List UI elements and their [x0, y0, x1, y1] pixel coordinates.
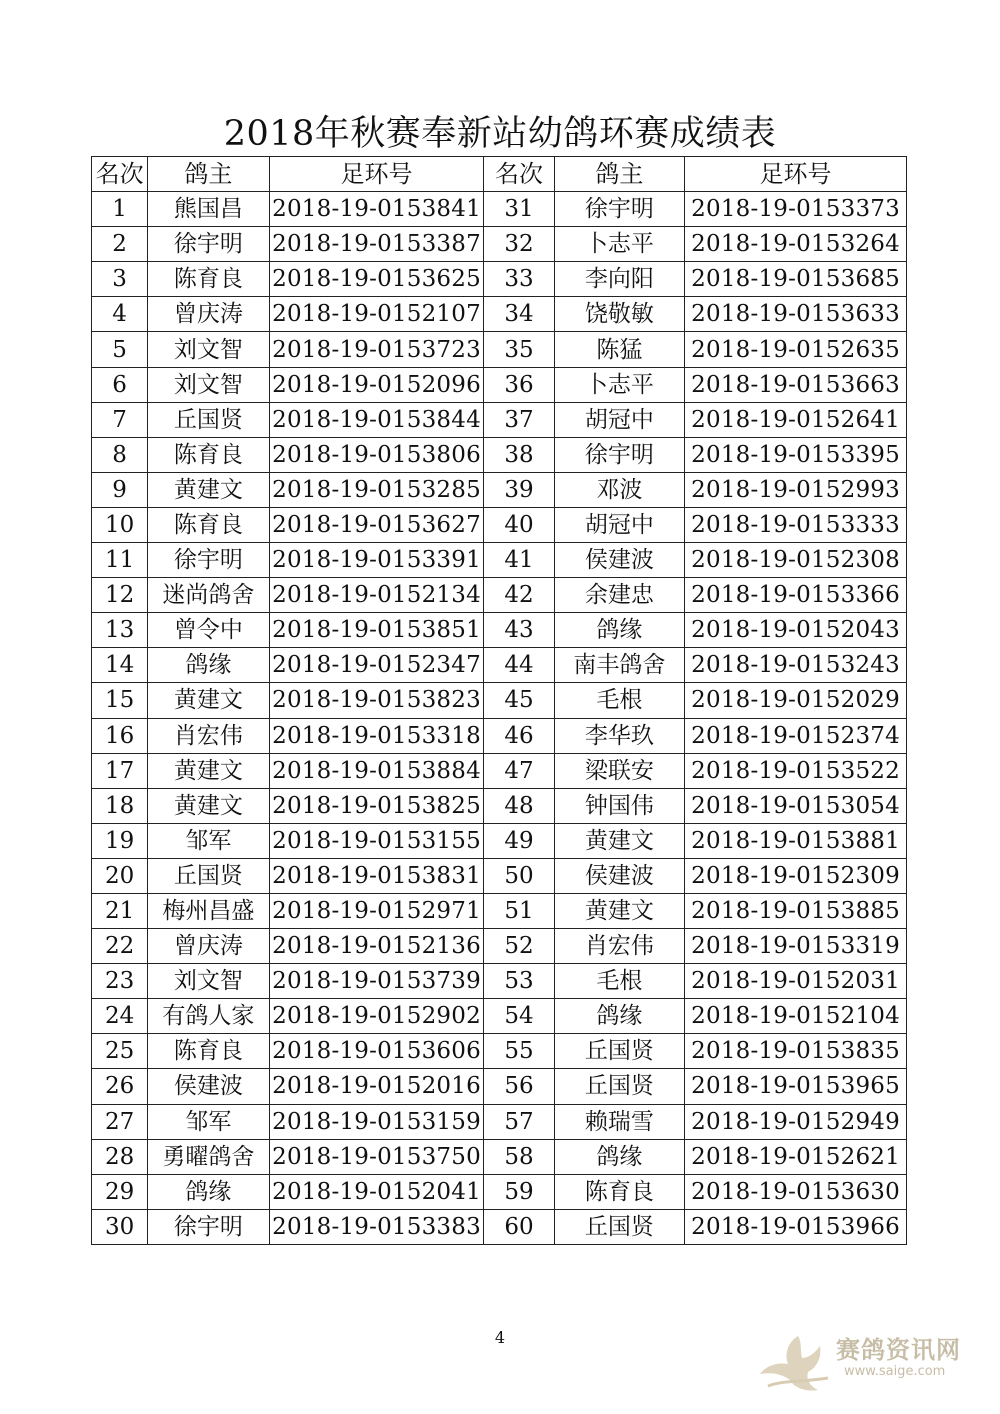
owner-cell: 鸽缘 [148, 648, 269, 683]
rank-cell: 40 [484, 507, 554, 542]
rank-cell: 27 [92, 1104, 148, 1139]
ring-cell: 2018-19-0152309 [685, 858, 907, 893]
table-row [92, 753, 907, 788]
rank-cell: 55 [484, 1034, 554, 1069]
rank-cell: 3 [92, 262, 148, 297]
rank-cell: 14 [92, 648, 148, 683]
owner-cell: 李向阳 [554, 262, 684, 297]
ring-cell: 2018-19-0152971 [269, 893, 484, 928]
page-title: 2018年秋赛奉新站幼鸽环赛成绩表 [223, 114, 777, 154]
rank-cell: 33 [484, 262, 554, 297]
ring-cell: 2018-19-0153685 [685, 262, 907, 297]
owner-cell: 毛根 [554, 964, 684, 999]
rank-cell: 6 [92, 367, 148, 402]
table-row [92, 543, 907, 578]
owner-cell: 丘国贤 [554, 1034, 684, 1069]
rank-cell: 36 [484, 367, 554, 402]
owner-cell: 钟国伟 [554, 788, 684, 823]
table-row [92, 1104, 907, 1139]
watermark [758, 1328, 968, 1398]
rank-cell: 11 [92, 543, 148, 578]
rank-cell: 2 [92, 227, 148, 262]
owner-cell: 黄建文 [148, 753, 269, 788]
owner-cell: 曾庆涛 [148, 929, 269, 964]
header-owner: 鸽主 [148, 157, 269, 192]
ring-cell: 2018-19-0152016 [269, 1069, 484, 1104]
ring-cell: 2018-19-0152043 [685, 613, 907, 648]
owner-cell: 曾庆涛 [148, 297, 269, 332]
rank-cell: 23 [92, 964, 148, 999]
page-number: 4 [494, 1328, 506, 1347]
ring-cell: 2018-19-0152107 [269, 297, 484, 332]
ring-cell: 2018-19-0153054 [685, 788, 907, 823]
rank-cell: 51 [484, 893, 554, 928]
ring-cell: 2018-19-0153723 [269, 332, 484, 367]
header-owner: 鸽主 [554, 157, 684, 192]
ring-cell: 2018-19-0152635 [685, 332, 907, 367]
owner-cell: 陈育良 [148, 1034, 269, 1069]
rank-cell: 39 [484, 472, 554, 507]
table-row [92, 192, 907, 227]
rank-cell: 32 [484, 227, 554, 262]
rank-cell: 60 [484, 1209, 554, 1244]
owner-cell: 丘国贤 [554, 1069, 684, 1104]
owner-cell: 丘国贤 [148, 402, 269, 437]
owner-cell: 胡冠中 [554, 507, 684, 542]
rank-cell: 34 [484, 297, 554, 332]
rank-cell: 30 [92, 1209, 148, 1244]
rank-cell: 54 [484, 999, 554, 1034]
ring-cell: 2018-19-0153663 [685, 367, 907, 402]
owner-cell: 陈育良 [148, 262, 269, 297]
owner-cell: 赖瑞雪 [554, 1104, 684, 1139]
table-row [92, 1069, 907, 1104]
owner-cell: 鸽缘 [554, 999, 684, 1034]
owner-cell: 有鸽人家 [148, 999, 269, 1034]
rank-cell: 38 [484, 437, 554, 472]
owner-cell: 勇曜鸽舍 [148, 1139, 269, 1174]
owner-cell: 邹军 [148, 823, 269, 858]
header-rank: 名次 [92, 157, 148, 192]
ring-cell: 2018-19-0153630 [685, 1174, 907, 1209]
table-row [92, 262, 907, 297]
rank-cell: 58 [484, 1139, 554, 1174]
table-row [92, 893, 907, 928]
ring-cell: 2018-19-0153264 [685, 227, 907, 262]
ring-cell: 2018-19-0153885 [685, 893, 907, 928]
ring-cell: 2018-19-0153243 [685, 648, 907, 683]
owner-cell: 丘国贤 [148, 858, 269, 893]
owner-cell: 胡冠中 [554, 402, 684, 437]
table-row [92, 683, 907, 718]
owner-cell: 徐宇明 [148, 227, 269, 262]
ring-cell: 2018-19-0152029 [685, 683, 907, 718]
ring-cell: 2018-19-0152031 [685, 964, 907, 999]
owner-cell: 邓波 [554, 472, 684, 507]
ring-cell: 2018-19-0153319 [685, 929, 907, 964]
ring-cell: 2018-19-0153159 [269, 1104, 484, 1139]
owner-cell: 侯建波 [554, 543, 684, 578]
rank-cell: 18 [92, 788, 148, 823]
rank-cell: 57 [484, 1104, 554, 1139]
table-row [92, 227, 907, 262]
owner-cell: 鸽缘 [554, 613, 684, 648]
owner-cell: 迷尚鸽舍 [148, 578, 269, 613]
owner-cell: 侯建波 [148, 1069, 269, 1104]
ring-cell: 2018-19-0153966 [685, 1209, 907, 1244]
owner-cell: 刘文智 [148, 964, 269, 999]
rank-cell: 20 [92, 858, 148, 893]
table-row [92, 929, 907, 964]
ring-cell: 2018-19-0153627 [269, 507, 484, 542]
owner-cell: 丘国贤 [554, 1209, 684, 1244]
rank-cell: 15 [92, 683, 148, 718]
rank-cell: 48 [484, 788, 554, 823]
rank-cell: 56 [484, 1069, 554, 1104]
watermark-text: 赛鸽资讯网 [836, 1336, 961, 1364]
ring-cell: 2018-19-0153383 [269, 1209, 484, 1244]
ring-cell: 2018-19-0152621 [685, 1139, 907, 1174]
rank-cell: 59 [484, 1174, 554, 1209]
pigeon-logo-icon [758, 1328, 838, 1398]
owner-cell: 熊国昌 [148, 192, 269, 227]
ring-cell: 2018-19-0152308 [685, 543, 907, 578]
owner-cell: 曾令中 [148, 613, 269, 648]
owner-cell: 余建忠 [554, 578, 684, 613]
table-row [92, 1174, 907, 1209]
rank-cell: 37 [484, 402, 554, 437]
table-row [92, 1209, 907, 1244]
ring-cell: 2018-19-0153625 [269, 262, 484, 297]
table-row [92, 472, 907, 507]
rank-cell: 7 [92, 402, 148, 437]
rank-cell: 28 [92, 1139, 148, 1174]
rank-cell: 26 [92, 1069, 148, 1104]
rank-cell: 41 [484, 543, 554, 578]
rank-cell: 29 [92, 1174, 148, 1209]
ring-cell: 2018-19-0152641 [685, 402, 907, 437]
ring-cell: 2018-19-0152374 [685, 718, 907, 753]
table-row [92, 858, 907, 893]
owner-cell: 陈育良 [148, 507, 269, 542]
table-row [92, 297, 907, 332]
ring-cell: 2018-19-0152041 [269, 1174, 484, 1209]
rank-cell: 16 [92, 718, 148, 753]
header-row [92, 157, 907, 192]
table-row [92, 788, 907, 823]
owner-cell: 刘文智 [148, 332, 269, 367]
owner-cell: 徐宇明 [148, 543, 269, 578]
ring-cell: 2018-19-0153373 [685, 192, 907, 227]
ring-cell: 2018-19-0152993 [685, 472, 907, 507]
header-rank: 名次 [484, 157, 554, 192]
ring-cell: 2018-19-0153825 [269, 788, 484, 823]
ring-cell: 2018-19-0153844 [269, 402, 484, 437]
table-row [92, 964, 907, 999]
owner-cell: 梁联安 [554, 753, 684, 788]
rank-cell: 25 [92, 1034, 148, 1069]
owner-cell: 黄建文 [554, 893, 684, 928]
rank-cell: 50 [484, 858, 554, 893]
owner-cell: 李华玖 [554, 718, 684, 753]
rank-cell: 17 [92, 753, 148, 788]
ring-cell: 2018-19-0153285 [269, 472, 484, 507]
owner-cell: 陈猛 [554, 332, 684, 367]
rank-cell: 53 [484, 964, 554, 999]
owner-cell: 饶敬敏 [554, 297, 684, 332]
owner-cell: 南丰鸽舍 [554, 648, 684, 683]
header-ring: 足环号 [685, 157, 907, 192]
ring-cell: 2018-19-0153835 [685, 1034, 907, 1069]
owner-cell: 徐宇明 [554, 192, 684, 227]
rank-cell: 22 [92, 929, 148, 964]
rank-cell: 44 [484, 648, 554, 683]
owner-cell: 徐宇明 [554, 437, 684, 472]
ring-cell: 2018-19-0152347 [269, 648, 484, 683]
owner-cell: 鸽缘 [554, 1139, 684, 1174]
ring-cell: 2018-19-0153831 [269, 858, 484, 893]
ring-cell: 2018-19-0153387 [269, 227, 484, 262]
ring-cell: 2018-19-0153318 [269, 718, 484, 753]
rank-cell: 42 [484, 578, 554, 613]
results-table [91, 156, 907, 1245]
ring-cell: 2018-19-0153739 [269, 964, 484, 999]
watermark-url: www.saige.com [844, 1364, 946, 1379]
ring-cell: 2018-19-0152902 [269, 999, 484, 1034]
owner-cell: 邹军 [148, 1104, 269, 1139]
ring-cell: 2018-19-0153881 [685, 823, 907, 858]
owner-cell: 梅州昌盛 [148, 893, 269, 928]
rank-cell: 45 [484, 683, 554, 718]
ring-cell: 2018-19-0152136 [269, 929, 484, 964]
owner-cell: 卜志平 [554, 227, 684, 262]
rank-cell: 24 [92, 999, 148, 1034]
ring-cell: 2018-19-0153391 [269, 543, 484, 578]
owner-cell: 黄建文 [148, 472, 269, 507]
ring-cell: 2018-19-0152104 [685, 999, 907, 1034]
owner-cell: 黄建文 [148, 788, 269, 823]
table-row [92, 332, 907, 367]
owner-cell: 鸽缘 [148, 1174, 269, 1209]
ring-cell: 2018-19-0153606 [269, 1034, 484, 1069]
ring-cell: 2018-19-0153333 [685, 507, 907, 542]
ring-cell: 2018-19-0153395 [685, 437, 907, 472]
owner-cell: 陈育良 [148, 437, 269, 472]
owner-cell: 侯建波 [554, 858, 684, 893]
owner-cell: 刘文智 [148, 367, 269, 402]
table-row [92, 402, 907, 437]
rank-cell: 47 [484, 753, 554, 788]
table-row [92, 648, 907, 683]
owner-cell: 肖宏伟 [148, 718, 269, 753]
ring-cell: 2018-19-0152096 [269, 367, 484, 402]
ring-cell: 2018-19-0153366 [685, 578, 907, 613]
rank-cell: 19 [92, 823, 148, 858]
ring-cell: 2018-19-0153522 [685, 753, 907, 788]
owner-cell: 肖宏伟 [554, 929, 684, 964]
table-row [92, 718, 907, 753]
ring-cell: 2018-19-0153884 [269, 753, 484, 788]
header-ring: 足环号 [269, 157, 484, 192]
ring-cell: 2018-19-0153633 [685, 297, 907, 332]
rank-cell: 35 [484, 332, 554, 367]
table-row [92, 437, 907, 472]
rank-cell: 13 [92, 613, 148, 648]
owner-cell: 卜志平 [554, 367, 684, 402]
rank-cell: 21 [92, 893, 148, 928]
rank-cell: 10 [92, 507, 148, 542]
ring-cell: 2018-19-0153965 [685, 1069, 907, 1104]
ring-cell: 2018-19-0153841 [269, 192, 484, 227]
table-row [92, 367, 907, 402]
owner-cell: 毛根 [554, 683, 684, 718]
rank-cell: 52 [484, 929, 554, 964]
ring-cell: 2018-19-0152949 [685, 1104, 907, 1139]
rank-cell: 4 [92, 297, 148, 332]
rank-cell: 9 [92, 472, 148, 507]
table-row [92, 1034, 907, 1069]
owner-cell: 陈育良 [554, 1174, 684, 1209]
table-row [92, 578, 907, 613]
ring-cell: 2018-19-0153750 [269, 1139, 484, 1174]
rank-cell: 8 [92, 437, 148, 472]
ring-cell: 2018-19-0153851 [269, 613, 484, 648]
rank-cell: 12 [92, 578, 148, 613]
ring-cell: 2018-19-0153823 [269, 683, 484, 718]
ring-cell: 2018-19-0152134 [269, 578, 484, 613]
rank-cell: 46 [484, 718, 554, 753]
table-row [92, 999, 907, 1034]
owner-cell: 黄建文 [148, 683, 269, 718]
table-row [92, 823, 907, 858]
ring-cell: 2018-19-0153155 [269, 823, 484, 858]
table-row [92, 613, 907, 648]
owner-cell: 黄建文 [554, 823, 684, 858]
rank-cell: 31 [484, 192, 554, 227]
rank-cell: 43 [484, 613, 554, 648]
rank-cell: 1 [92, 192, 148, 227]
owner-cell: 徐宇明 [148, 1209, 269, 1244]
ring-cell: 2018-19-0153806 [269, 437, 484, 472]
table-row [92, 1139, 907, 1174]
rank-cell: 5 [92, 332, 148, 367]
table-row [92, 507, 907, 542]
rank-cell: 49 [484, 823, 554, 858]
